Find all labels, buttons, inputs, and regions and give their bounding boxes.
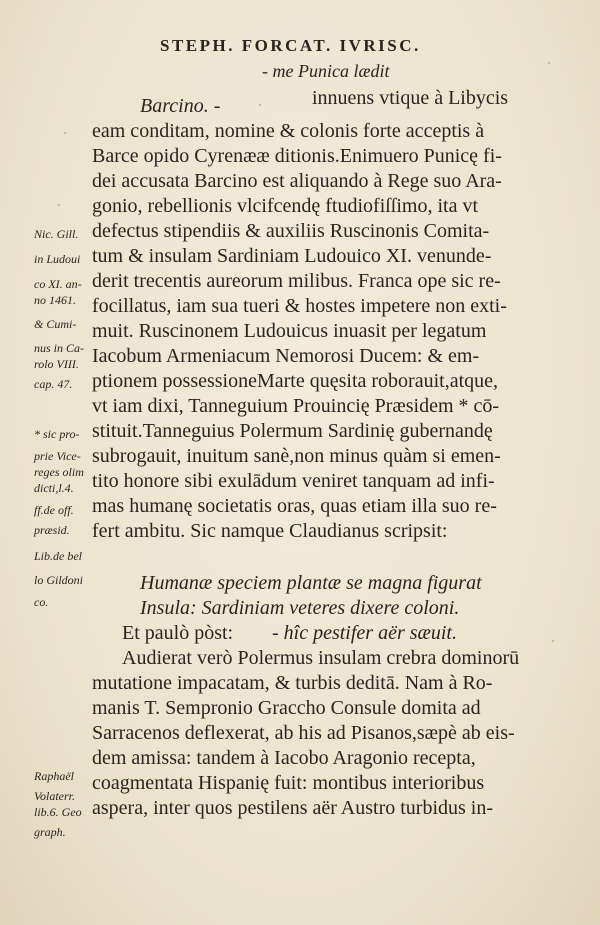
text-line: Audierat verò Polermus insulam crebra dominorū — [122, 647, 520, 669]
text-line: mas humanę societatis oras, quas etiam illa suo re- — [92, 495, 497, 517]
text-line: defectus stipendiis & auxiliis Ruscinonis Comita- — [92, 220, 490, 242]
text-line: ptionem possessioneMarte quęsita roborauit,atque, — [92, 370, 499, 392]
margin-note: Lib.de bel — [34, 549, 82, 563]
text-line: tito honore sibi exulādum veniret tanquam ad infi- — [92, 470, 495, 492]
text-line: dem amissa: tandem à Iacobo Aragonio recepta, — [92, 747, 476, 769]
margin-note: graph. — [34, 825, 66, 839]
margin-note: prie Vice- — [34, 449, 81, 463]
margin-note: & Cumi- — [34, 317, 77, 331]
margin-note: Nic. Gill. — [34, 227, 79, 241]
margin-note: * sic pro- — [34, 427, 80, 441]
text-line: manis T. Sempronio Graccho Consule domita ad — [92, 697, 481, 719]
text-line: fert ambitu. Sic namque Claudianus scripsit: — [92, 520, 448, 542]
text-line: subrogauit, inuitum sanè,non minus quàm si emen- — [92, 445, 501, 467]
text-line: stituit.Tanneguius Polermum Sardinię gubernandę — [92, 420, 493, 442]
margin-note: rolo VIII. — [34, 357, 79, 371]
text-line: mutatione impacatam, & turbis deditā. Nam à Ro- — [92, 672, 493, 694]
margin-note: co. — [34, 595, 49, 609]
margin-note: Volaterr. — [34, 789, 76, 803]
margin-note: dicti,l.4. — [34, 481, 74, 495]
text-line: gonio, rebellionis vlcifcendę ftudiofiſſimo, ita vt — [92, 195, 479, 217]
text-line: muit. Ruscinonem Ludouicus inuasit per legatum — [92, 320, 487, 342]
text-line: focillatus, iam sua tueri & hostes impetere non exti- — [92, 295, 507, 317]
text-line: Sarracenos deflexerat, ab his ad Pisanos,sæpè ab eis- — [92, 722, 515, 744]
text-line: Iacobum Armeniacum Nemorosi Ducem: & em- — [92, 345, 480, 367]
running-title: STEPH. FORCAT. IVRISC. — [160, 36, 421, 55]
text-line: Barcino. - — [140, 95, 221, 117]
text-line: tum & insulam Sardiniam Ludouico XI. venunde- — [92, 245, 492, 267]
margin-note: cap. 47. — [34, 377, 73, 391]
verse-line: Humanæ speciem plantæ se magna figurat — [140, 572, 482, 594]
margin-note: ff.de off. — [34, 503, 74, 517]
margin-note: Raphaël — [34, 769, 74, 783]
text-line: vt iam dixi, Tanneguium Prouincię Præsidem * cō- — [92, 395, 500, 417]
paper-speck — [259, 104, 261, 106]
margin-note: lib.6. Geo — [34, 805, 82, 819]
catchword-top: - me Punica lædit — [262, 61, 390, 81]
margin-note: no 1461. — [34, 293, 76, 307]
text-line: eam conditam, nomine & colonis forte acceptis à — [92, 120, 485, 142]
text-line: dei accusata Barcino est aliquando à Rege suo Ara- — [92, 170, 502, 192]
text-line: aspera, inter quos pestilens aër Austro turbidus in- — [92, 797, 494, 819]
text-line: coagmentata Hispanię fuit: montibus interioribus — [92, 772, 485, 794]
paper-speck — [58, 204, 60, 206]
paper-speck — [548, 62, 550, 64]
margin-note: in Ludoui — [34, 252, 81, 266]
verse-line: - hîc pestifer aër sæuit. — [272, 622, 457, 644]
text-line: derit trecentis aureorum milibus. Franca ope sic re- — [92, 270, 501, 292]
margin-note: reges olim — [34, 465, 84, 479]
text-line: innuens vtique à Libycis — [312, 87, 509, 109]
margin-note: co XI. an- — [34, 277, 82, 291]
margin-note: præsid. — [34, 523, 70, 537]
text-line: Et paulò pòst: — [122, 622, 234, 644]
margin-note: nus in Ca- — [34, 341, 85, 355]
verse-line: Insula: Sardiniam veteres dixere coloni. — [140, 597, 460, 619]
margin-note: lo Gildoni — [34, 573, 84, 587]
paper-speck — [64, 132, 66, 134]
text-line: Barce opido Cyrenææ ditionis.Enimuero Punicę fi- — [92, 145, 502, 167]
paper-speck — [552, 640, 554, 642]
